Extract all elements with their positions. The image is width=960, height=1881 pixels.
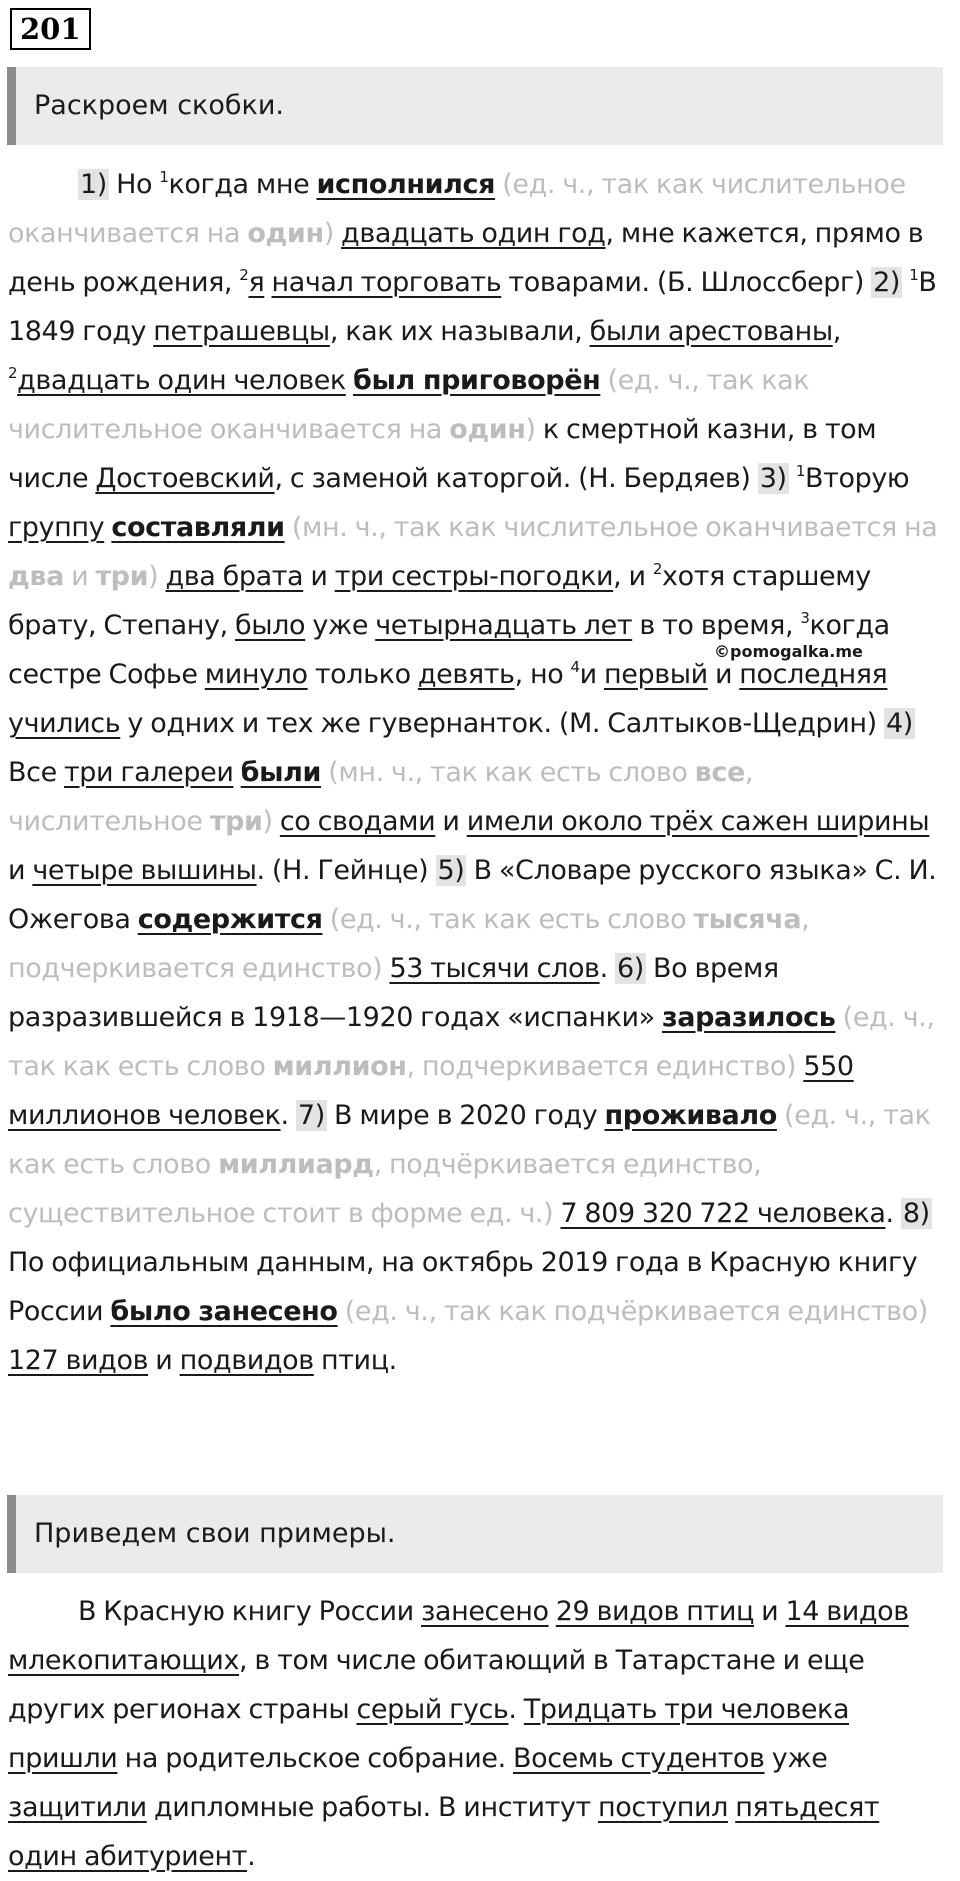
text-run: .	[247, 1841, 256, 1872]
predicate: составляли	[111, 512, 285, 543]
underlined-word: серый гусь	[356, 1694, 509, 1725]
text-run: и	[579, 659, 604, 690]
underlined-word: я	[248, 267, 265, 298]
underlined-word: двадцать один год	[341, 218, 606, 249]
underlined-word: четырнадцать лет	[375, 610, 633, 641]
grammar-note: , подчеркивается единство)	[8, 904, 810, 984]
item-number: 8)	[902, 1198, 930, 1229]
text-run: хотя старшему брату, Степану,	[8, 561, 871, 641]
underlined-word: пришли	[8, 1743, 118, 1774]
grammar-keyword: три	[95, 561, 149, 592]
grammar-keyword: тысяча	[693, 904, 802, 935]
grammar-note: )	[148, 561, 159, 592]
text-run: Но	[108, 169, 160, 200]
text-run	[334, 218, 341, 249]
item-number: 4)	[885, 708, 913, 739]
underlined-word: четыре вышины	[32, 855, 257, 886]
text-run: .	[599, 953, 615, 984]
clause-index: 2	[652, 560, 662, 578]
text-run: товарами. (Б. Шлоссберг)	[501, 267, 872, 298]
predicate: заразилось	[661, 1002, 836, 1033]
text-run: В мире в 2020 году	[326, 1100, 605, 1131]
text-run: Во время разразившейся в 1918—1920 годах «испанки»	[8, 953, 779, 1033]
text-run: в то время,	[632, 610, 801, 641]
underlined-word: 550 миллионов человек	[8, 1051, 854, 1131]
grammar-note: (ед. ч., так как есть слово	[8, 1002, 935, 1082]
grammar-note: (ед. ч., так как числительное оканчивается на	[8, 169, 906, 249]
text-run: , в том числе обитающий в Татарстане и еще других регионах страны	[8, 1645, 865, 1725]
text-run: . (Н. Гейнце)	[256, 855, 436, 886]
text-run: , и	[613, 561, 653, 592]
text-run: ,	[832, 316, 841, 347]
underlined-word: три сестры-погодки	[334, 561, 614, 592]
text-run: когда сестре Софье	[8, 610, 890, 690]
underlined-word: учились	[8, 708, 121, 739]
grammar-note: (мн. ч., так как есть слово	[321, 757, 695, 788]
predicate: были	[240, 757, 322, 788]
clause-index: 3	[800, 609, 810, 627]
underlined-word: Восемь студентов	[512, 1743, 765, 1774]
task-number: 201	[10, 8, 91, 50]
predicate: было занесено	[110, 1296, 338, 1327]
underlined-word: занесено	[420, 1596, 549, 1627]
underlined-word: защитили	[8, 1792, 147, 1823]
clause-index: 2	[8, 364, 18, 382]
clause-index: 2	[239, 266, 249, 284]
text-run: и	[8, 855, 33, 886]
underlined-word: петрашевцы	[153, 316, 330, 347]
text-run: В «Словаре русского языка» С. И. Ожегова	[8, 855, 937, 935]
underlined-word: 29 видов птиц	[555, 1596, 754, 1627]
text-run	[549, 1596, 556, 1627]
text-run	[233, 757, 240, 788]
grammar-keyword: миллион	[272, 1051, 407, 1082]
text-run: и	[707, 659, 740, 690]
grammar-note: (ед. ч., так как подчёркивается единство)	[337, 1296, 928, 1327]
text-run: птиц.	[313, 1345, 397, 1376]
grammar-note: )	[323, 218, 334, 249]
grammar-note: , числительное	[8, 757, 754, 837]
section-heading-open-brackets: Раскроем скобки.	[7, 67, 943, 145]
item-number: 7)	[297, 1100, 325, 1131]
text-run: и	[435, 806, 467, 837]
text-run: , как их называли,	[329, 316, 590, 347]
grammar-keyword: два	[8, 561, 64, 592]
text-run	[273, 806, 280, 837]
predicate: исполнился	[316, 169, 496, 200]
underlined-word: начал торговать	[271, 267, 502, 298]
text-run: на родительское собрание.	[117, 1743, 513, 1774]
underlined-word: два брата	[165, 561, 304, 592]
underlined-word: 53 тысячи слов	[389, 953, 600, 984]
underlined-word: имели около трёх сажен ширины	[466, 806, 930, 837]
item-number: 2)	[873, 267, 901, 298]
underlined-word: последняя	[739, 659, 888, 690]
predicate: содержится	[137, 904, 323, 935]
grammar-note: (ед. ч., так как числительное оканчивается на	[8, 365, 810, 445]
grammar-note: , подчеркивается единство)	[406, 1051, 797, 1082]
text-run: к смертной казни, в том числе	[8, 414, 877, 494]
grammar-note: и	[63, 561, 96, 592]
grammar-note: )	[525, 414, 536, 445]
grammar-keyword: один	[247, 218, 324, 249]
text-run: только	[307, 659, 418, 690]
predicate: проживало	[604, 1100, 777, 1131]
underlined-word: Тридцать три человека	[523, 1694, 850, 1725]
text-run	[346, 365, 353, 396]
text-run: , с заменой каторгой. (Н. Бердяев)	[274, 463, 758, 494]
text-run: у одних и тех же гувернанток. (М. Салтыков-Щедрин)	[120, 708, 884, 739]
watermark: ©pomogalka.me	[714, 642, 863, 661]
underlined-word: было	[235, 610, 306, 641]
examples-text	[8, 1587, 952, 1881]
text-run: уже	[305, 610, 376, 641]
item-number: 5)	[437, 855, 465, 886]
text-run: и	[303, 561, 335, 592]
text-run: уже	[764, 1743, 828, 1774]
text-run: дипломные работы. В институт	[146, 1792, 599, 1823]
item-number: 6)	[616, 953, 644, 984]
text-run: и	[753, 1596, 786, 1627]
grammar-note: (ед. ч., так как есть слово	[8, 1100, 931, 1180]
grammar-keyword: один	[449, 414, 526, 445]
predicate: был приговорён	[353, 365, 601, 396]
text-run: .	[885, 1198, 901, 1229]
answer-text	[8, 160, 952, 1385]
underlined-word: группу	[8, 512, 105, 543]
text-run: В 1849 году	[8, 267, 937, 347]
item-number: 3)	[759, 463, 787, 494]
grammar-keyword: все	[694, 757, 745, 788]
text-run: когда мне	[168, 169, 317, 200]
underlined-word: три галереи	[63, 757, 234, 788]
underlined-word: со сводами	[279, 806, 436, 837]
text-run: Все	[8, 757, 64, 788]
text-run: Вторую	[805, 463, 910, 494]
underlined-word: двадцать один человек	[17, 365, 346, 396]
underlined-word: были арестованы	[589, 316, 833, 347]
clause-index: 4	[570, 658, 580, 676]
underlined-word: девять	[417, 659, 515, 690]
clause-index: 1	[159, 168, 169, 186]
underlined-word: Достоевский	[95, 463, 275, 494]
underlined-word: поступил	[598, 1792, 729, 1823]
underlined-word: первый	[604, 659, 708, 690]
grammar-note: )	[262, 806, 273, 837]
grammar-keyword: миллиард	[218, 1149, 374, 1180]
underlined-word: 127 видов	[8, 1345, 149, 1376]
text-run: , но	[514, 659, 571, 690]
text-run	[789, 463, 796, 494]
text-run: .	[508, 1694, 524, 1725]
text-run: и	[148, 1345, 180, 1376]
text-run: , мне кажется, прямо в день рождения,	[8, 218, 924, 298]
underlined-word: минуло	[204, 659, 308, 690]
underlined-word: 7 809 320 722 человека	[560, 1198, 886, 1229]
text-run: По официальным данным, на октябрь 2019 года в Красную книгу России	[8, 1247, 918, 1327]
item-number: 1)	[80, 169, 107, 200]
grammar-note: (мн. ч., так как числительное оканчивается на	[284, 512, 938, 543]
text-run: .	[280, 1100, 296, 1131]
grammar-keyword: три	[209, 806, 263, 837]
underlined-word: подвидов	[179, 1345, 314, 1376]
underlined-word: 14 видов млекопитающих	[8, 1596, 909, 1676]
text-run: В Красную книгу России	[78, 1596, 421, 1627]
grammar-note: , подчёркивается единство, существительное стоит в форме ед. ч.)	[8, 1149, 762, 1229]
clause-index: 1	[909, 266, 919, 284]
grammar-note: (ед. ч., так как есть слово	[322, 904, 694, 935]
clause-index: 1	[795, 462, 806, 480]
section-heading-own-examples: Приведем свои примеры.	[7, 1495, 943, 1573]
underlined-word: пятьдесят один абитуриент	[8, 1792, 880, 1872]
